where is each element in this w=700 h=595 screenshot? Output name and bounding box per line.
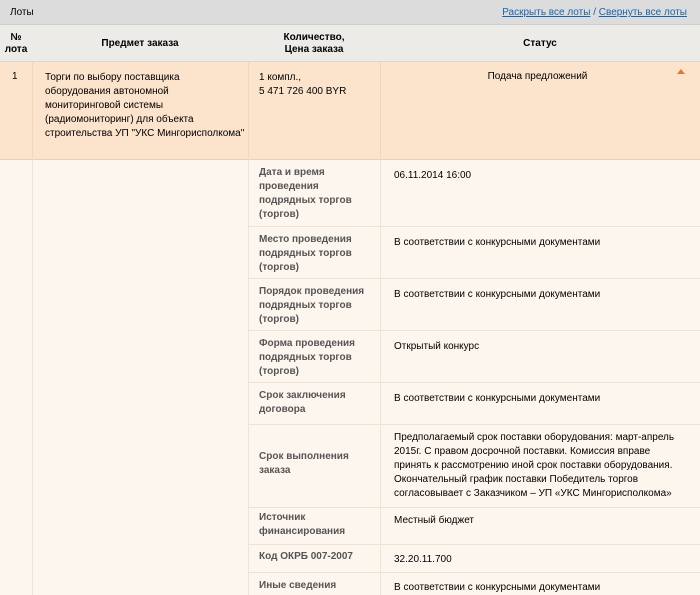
detail-value: 06.11.2014 16:00 <box>394 170 472 181</box>
detail-value: В соответствии с конкурсными документами <box>394 237 601 248</box>
detail-value: Открытый конкурс <box>394 341 480 352</box>
lot-number: 1 <box>12 71 18 82</box>
header-status: Статус <box>523 37 557 49</box>
detail-label: Место проведения подрядных торгов (торгов) <box>259 234 352 273</box>
detail-value: Местный бюджет <box>394 515 474 526</box>
lot-quantity: 1 компл., <box>259 72 302 83</box>
detail-row-form <box>248 331 700 383</box>
detail-value: В соответствии с конкурсными документами <box>394 393 601 404</box>
header-subject: Предмет заказа <box>101 37 179 49</box>
expand-all-lots-link[interactable]: Раскрыть все лоты <box>502 7 591 18</box>
detail-row-contract-term <box>248 383 700 425</box>
lots-title: Лоты <box>10 7 34 18</box>
detail-value: 32.20.11.700 <box>394 554 452 565</box>
collapse-all-lots-link[interactable]: Свернуть все лоты <box>598 7 687 18</box>
lots-table-header <box>0 25 700 62</box>
lot-row[interactable] <box>0 62 700 160</box>
detail-row-other <box>248 573 700 595</box>
detail-label: Форма проведения подрядных торгов (торгов) <box>259 338 355 377</box>
detail-row-datetime <box>248 160 700 227</box>
links-separator: / <box>593 7 596 18</box>
detail-label: Срок выполнения заказа <box>259 451 349 476</box>
detail-label: Дата и время проведения подрядных торгов (торгов) <box>259 167 352 220</box>
detail-row-place <box>248 227 700 279</box>
lots-toggle-links <box>502 7 687 18</box>
divider <box>32 160 33 595</box>
detail-row-procedure <box>248 279 700 331</box>
lot-subject: Торги по выбору поставщика оборудования автономной мониторинговой системы (радиомониторинг) для объекта строительства УП "УКС Мингорисполкома" <box>45 72 245 139</box>
detail-row-execution-term <box>248 425 700 508</box>
lot-price: 5 471 726 400 BYR <box>259 86 347 97</box>
detail-label: Порядок проведения подрядных торгов (торгов) <box>259 286 365 325</box>
detail-label: Код ОКРБ 007-2007 <box>259 551 353 562</box>
collapse-lot-icon[interactable] <box>677 69 685 74</box>
detail-row-okrb <box>248 545 700 573</box>
divider <box>248 62 249 160</box>
header-quantity-price: Количество, Цена заказа <box>283 31 345 55</box>
divider <box>380 62 381 160</box>
header-lot-number: № лота <box>4 31 28 55</box>
lot-details <box>0 160 700 595</box>
detail-label: Источник финансирования <box>259 512 346 537</box>
detail-value: В соответствии с конкурсными документами <box>394 289 601 300</box>
detail-label: Иные сведения <box>259 580 337 591</box>
detail-value: Предполагаемый срок поставки оборудования: март-апрель 2015г. С правом досрочной поставки. Комиссия вправе принять к рассмотрению иной срок поставки оборудования. Окончательный график поставки Победитель торгов согласовывает с Заказчиком – УП «УКС Мингорисполкома» <box>394 432 675 499</box>
detail-value: В соответствии с конкурсными документами <box>394 582 601 593</box>
lot-status: Подача предложений <box>487 71 588 82</box>
lot-quantity-price <box>259 71 379 99</box>
detail-label: Срок заключения договора <box>259 390 346 415</box>
detail-row-funding <box>248 508 700 545</box>
lots-topbar <box>0 0 700 25</box>
divider <box>32 62 33 160</box>
